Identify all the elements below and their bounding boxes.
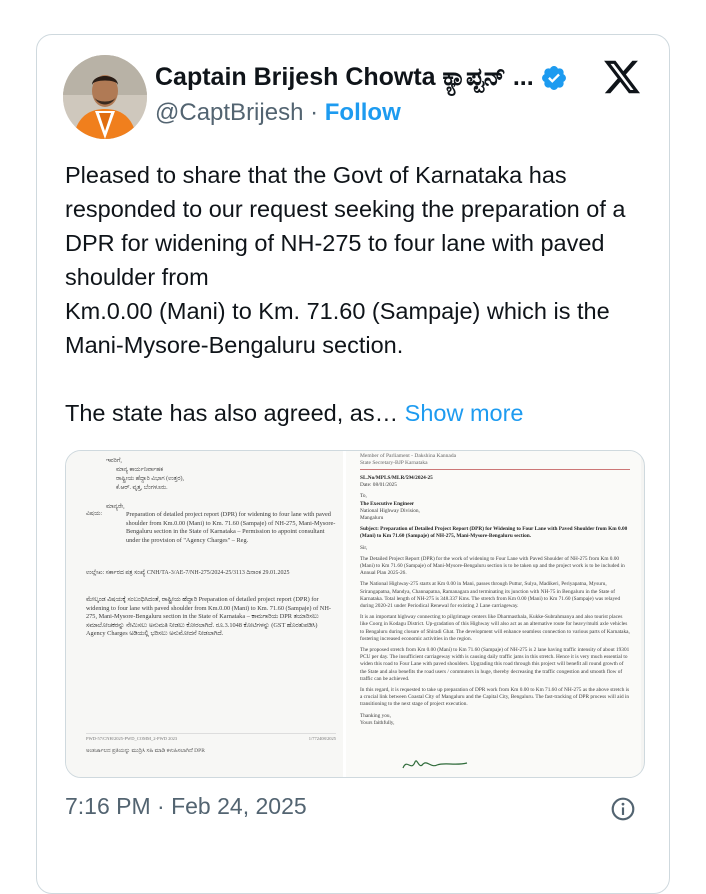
follow-button[interactable]: Follow bbox=[324, 99, 401, 126]
media-image-right[interactable] bbox=[346, 451, 641, 777]
letterhead: Member of Parliament - Dakshina Kannada State Secretary-BJP Karnataka bbox=[360, 453, 630, 470]
author-name-row bbox=[155, 63, 568, 92]
handle-row bbox=[155, 99, 401, 127]
signature-image bbox=[401, 754, 471, 774]
avatar-image bbox=[63, 55, 147, 139]
letter-footer-kannada: ಅಂತರ್ಜಾಲದ ಪ್ರತಿಯನ್ನು ಮುದ್ರಿಸಿ ಸಹಿ ಮಾಡಿ ಕಳುಹಿಸಲಾಗಿದೆ DPR bbox=[86, 748, 205, 754]
tweet-card bbox=[36, 34, 670, 894]
tweet-paragraph: Pleased to share that the Govt of Karnataka has responded to our request seeking the preparation of a DPR for widening of NH-275 to four lane with paved shoulder from bbox=[65, 162, 626, 290]
author-handle[interactable]: @CaptBrijesh bbox=[155, 99, 304, 126]
letter-body: ಮೇಲ್ಕಂಡ ವಿಷಯಕ್ಕೆ ಸಂಬಂಧಿಸಿದಂತೆ, ರಾಷ್ಟ್ರೀಯ ಹೆದ್ದಾರಿ Preparation of detailed project report (DPR) for widening to four lane with paved shoulder from Km.0.00 (Mani) to Km. 71.60 (Sampaje) of NH-275, Mani-Mysore-Bengaluru section in the State of Karnataka – ಕಾಮಗಾರಿಯ DPR ತಯಾರಿಸಲು ಸಮಾಲೋಚಕರನ್ನು ನೇಮಿಸಲು ಅನುಮತಿ ನೀಡಲು ಕೋರಲಾಗಿದೆ. ರೂ.3.1048 ಕೋಟಿಗಳನ್ನು (GST ಹೊರತುಪಡಿಸಿ) Agency Charges ಅಡಿಯಲ್ಲಿ ಭರಿಸಲು ಅನುಮೋದನೆ ನೀಡಲಾಗಿದೆ. bbox=[86, 596, 332, 638]
letter-body: SL.No/MPLS/MLR/594/2024-25 Date: 08/01/2025 To, The Executive Engineer National Highway Division, Mangaluru Subject: Preparation of Detailed Project Report (DPR) for Widening to Four Lane with Paved Shoulder from Km 0.00 (Mani) to Km 71.60 (Sampaje) of NH-275, Mani-Mysore-Bengaluru section. Sir, The Detailed Project Report (DPR) for the work of widening to Four Lane with Paved Shoulder of NH-275 from Km 0.00 (Mani) to Km 71.60 (Sampaje) of Mani-Mysore-Bengaluru section is to be taken up and the project work is to be included in Annual Plan 2025-26. The National Highway-275 starts at Km 0.00 in Mani, passes through Puttur, Sulya, Madikeri, Periyapatna, Mysuru, Srirangapatna, Mandya, Channapatna, Ramanagara and terminating its junction with NH-75 in Bengaluru in the State of Karnataka. Total length of NH-275 is 348.337 Kms. The stretch from Km 0.00 (Mani) to Km 71.60 (Sampaje) was relayed during 2020-21 under Periodical Renewal for existing 2 Lane carriageway. It is an important highway connecting to pilgrimage centers like Dharmasthala, Kukke-Subrahmanya and also tourist places like Coorg in Kodagu District. Up-gradation of this Highway will also act as an alternative route for heavy/multi axle vehicles to Bengaluru during closure of Shiradi Ghat. The development will enhance seamless connection to various parts of Karnataka, fostering increased economic activities in the region. The proposed stretch from Km 0.00 (Mani) to Km 71.60 (Sampaje) of NH-275 is 2 lane having traffic intensity of about 19301 PCU per day. The insufficient carriageway width is causing daily traffic jams in this stretch. Hence it is very much essential to widen this road to Four Lane with paved shoulders. Upgrading this road through this project will benefit all round growth of the State and also benefits the road users / commuters in huge, thereby decreasing the traffic congestion and smooth flow of traffic can be achieved. In this regard, it is requested to take up preparation of DPR work from Km 0.00 to Km 71.60 of NH-275 as the above stretch is a crucial link between Coastal City of Mangaluru and the Capital City, Bengaluru. The fast-tracking of DPR process will aid in transitioning to the next stage of project execution. Thanking you, Yours faithfully, bbox=[360, 475, 630, 726]
letter-footer: PWD-57/CNH/2025-PWD_COMM_2-PWD 2023 1/772408/2025 bbox=[86, 733, 336, 741]
tweet-text bbox=[65, 158, 645, 430]
tweet-timestamp[interactable]: 7:16 PM · Feb 24, 2025 bbox=[65, 793, 307, 819]
letter-reference: ಉಲ್ಲೇಖ: ಸರ್ಕಾರದ ಪತ್ರ ಸಂಖ್ಯೆ CNH/TA-3/AE-7/NH-275/2024-25/3113 ದಿನಾಂಕ 29.01.2025 bbox=[86, 570, 290, 576]
separator: · bbox=[310, 99, 319, 126]
letter-subject: Preparation of detailed project report (DPR) for widening to four lane with paved shoulder from Km.0.00 (Mani) to Km. 71.60 (Sampaje) of NH-275, Mani-Mysore-Bengaluru section in the State of Karnataka – Permission to appoint consultant under the provision of "Agency Charges" – Reg. bbox=[126, 511, 336, 544]
avatar[interactable] bbox=[63, 55, 147, 139]
verified-badge-icon[interactable] bbox=[540, 64, 568, 92]
media-image-left[interactable] bbox=[66, 451, 346, 777]
subject-label: ವಿಷಯ: bbox=[86, 511, 103, 517]
show-more-link[interactable]: Show more bbox=[404, 400, 524, 426]
media-grid[interactable] bbox=[65, 450, 645, 778]
author-name[interactable]: Captain Brijesh Chowta ಕ್ಯಾಪ್ಟನ್ ... bbox=[155, 63, 534, 91]
tweet-paragraph: Km.0.00 (Mani) to Km. 71.60 (Sampaje) which is the Mani-Mysore-Bengaluru section. bbox=[65, 298, 610, 358]
tweet-truncated-text: The state has also agreed, as… bbox=[65, 400, 399, 426]
x-logo-icon[interactable] bbox=[602, 57, 642, 97]
letter-kannada-header: ಇವರಿಗೆ, ಮಾನ್ಯ ಕಾರ್ಯನಿರ್ವಾಹಕ ರಾಷ್ಟ್ರೀಯ ಹೆದ್ದಾರಿ ವಿಭಾಗ (ಉತ್ತರ), ಕೆ.ಆರ್. ವೃತ್ತ, ಬೆಂಗಳೂರು. ಮಾನ್ಯರೇ, bbox=[106, 458, 184, 510]
tweet-paragraph bbox=[65, 396, 645, 430]
info-icon[interactable] bbox=[610, 796, 636, 822]
